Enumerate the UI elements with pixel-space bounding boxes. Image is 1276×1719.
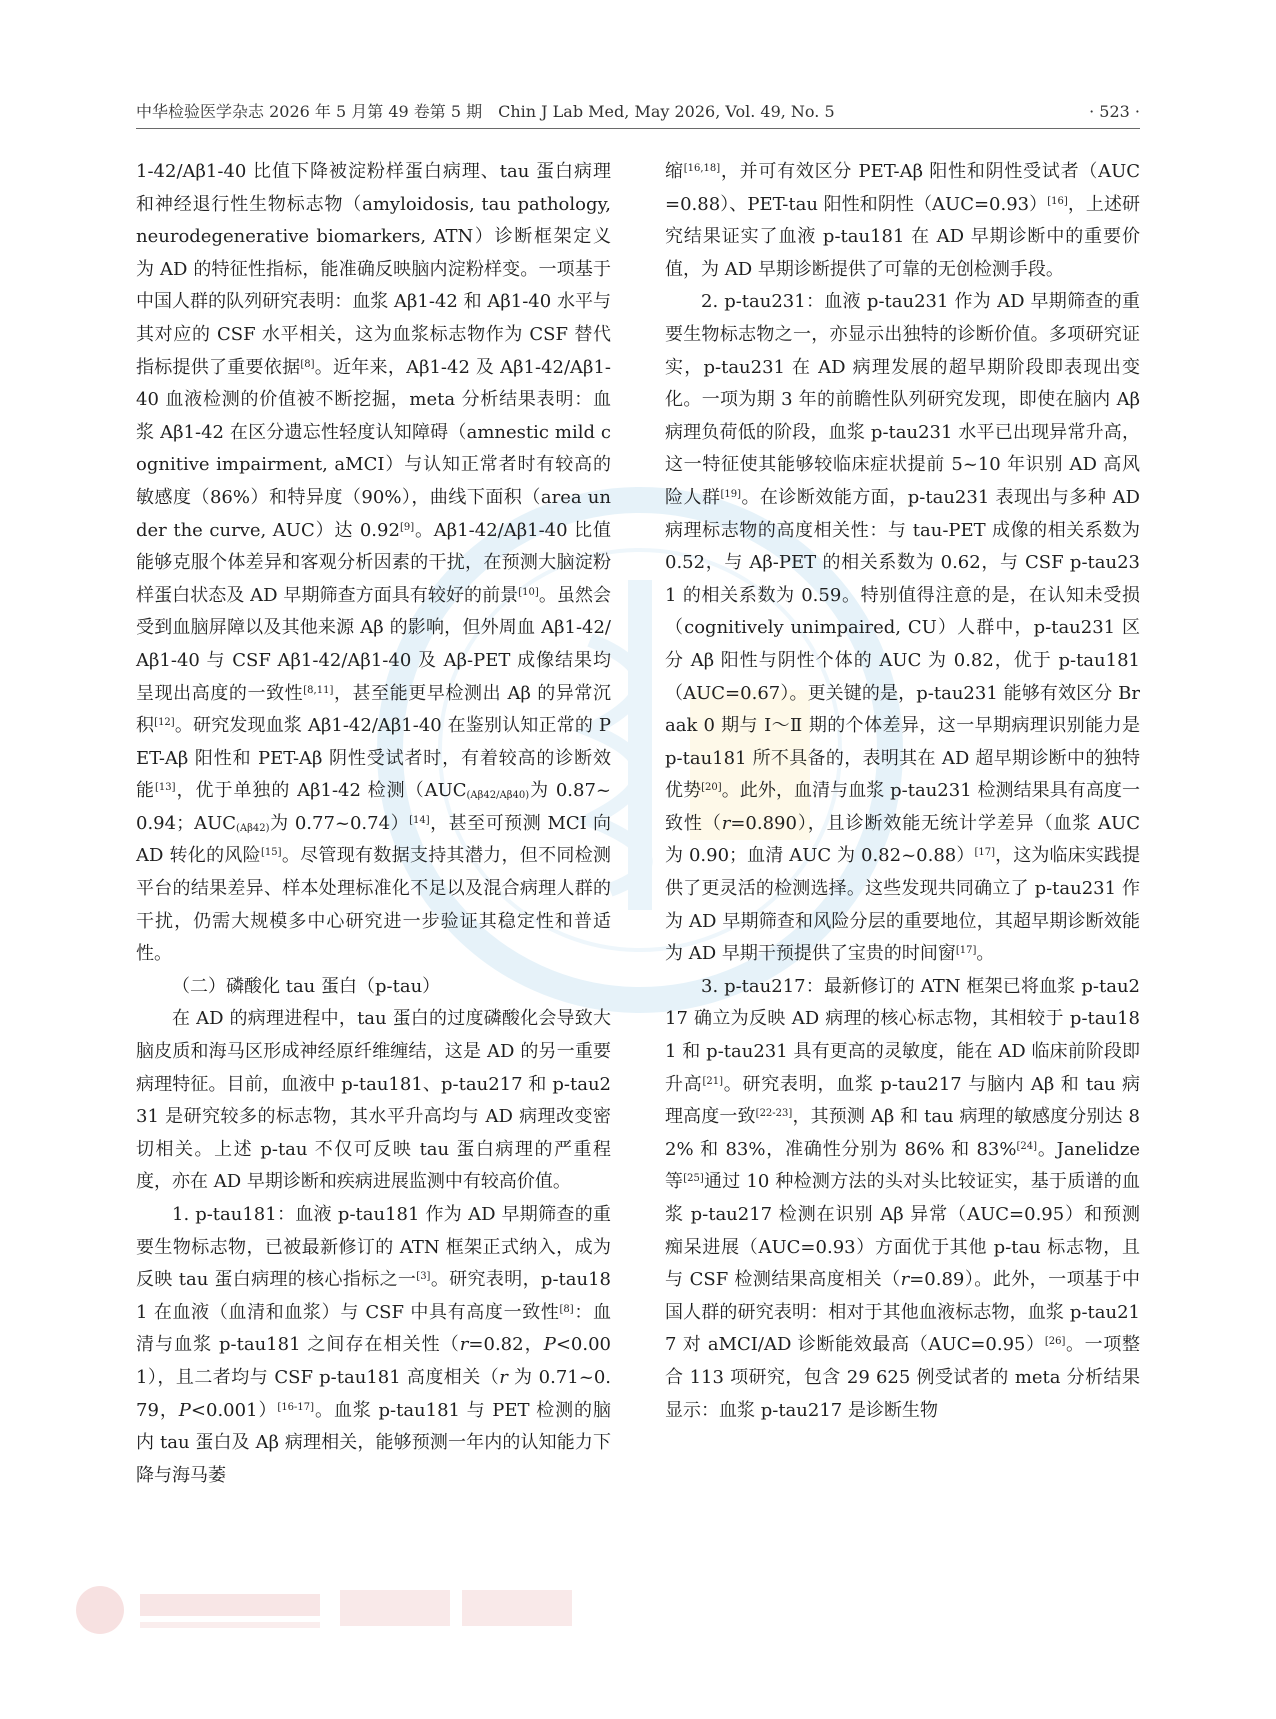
citation: [24] xyxy=(1016,1140,1037,1152)
citation: [22-23] xyxy=(755,1108,793,1120)
paragraph-ptau217: 3. p-tau217：最新修订的 ATN 框架已将血浆 p-tau217 确立为反映 AD 病理的核心标志物，其相较于 p-tau181 和 p-tau231 具有更高的灵敏度，能在 AD 临床前阶段即升高[21]。研究表明，血浆 p-tau217 与脑内 Aβ 和 tau 病理高度一致[22-23]，其预测 Aβ 和 tau 病理的敏感度分别达 82% 和 83%，准确性分别为 86% 和 83%[24]。Janelidze 等[25]通过 10 种检测方法的头对头比较证实，基于质谱的血浆 p-tau217 检测在识别 Aβ 异常（AUC=0.95）和预测痴呆进展（AUC=0.93）方面优于其他 p-tau 标志物，且与 CSF 检测结果高度相关（r=0.89）。此外，一项基于中国人群的研究表明：相对于其他血液标志物，血浆 p-tau217 对 aMCI/AD 诊断能效最高（AUC=0.95）[26]。一项整合 113 项研究，包含 29 625 例受试者的 meta 分析结果显示：血浆 p-tau217 是诊断生物 xyxy=(665,975,1141,1421)
paragraph-ptau231: 2. p-tau231：血液 p-tau231 作为 AD 早期筛查的重要生物标志物之一，亦显示出独特的诊断价值。多项研究证实，p-tau231 在 AD 病理发展的超早期阶段即表现出变化。一项为期 3 年的前瞻性队列研究发现，即使在脑内 Aβ 病理负荷低的阶段，血浆 p-tau231 水平已出现异常升高，这一特征使其能够较临床症状提前 5~10 年识别 AD 高风险人群[19]。在诊断效能方面，p-tau231 表现出与多种 AD 病理标志物的高度相关性：与 tau-PET 成像的相关系数为 0.52，与 Aβ-PET 的相关系数为 0.62，与 CSF p-tau231 的相关系数为 0.59。特别值得注意的是，在认知未受损（cognitively unimpaired, CU）人群中，p-tau231 区分 Aβ 阳性与阴性个体的 AUC 为 0.82，优于 p-tau181（AUC=0.67）。更关键的是，p-tau231 能够有效区分 Braak 0 期与 Ⅰ～Ⅱ 期的个体差异，这一早期病理识别能力是 p-tau181 所不具备的，表明其在 AD 超早期诊断中的独特优势[20]。此外，血清与血浆 p-tau231 检测结果具有高度一致性（r=0.890），且诊断效能无统计学差异（血浆 AUC 为 0.90；血清 AUC 为 0.82~0.88）[17]，这为临床实践提供了更灵活的检测选择。这些发现共同确立了 p-tau231 作为 AD 早期筛查和风险分层的重要地位，其超早期诊断效能为 AD 早期干预提供了宝贵的时间窗[17]。 xyxy=(665,291,1140,965)
journal-citation: 中华检验医学杂志 2026 年 5 月第 49 卷第 5 期 Chin J Lab Med, May 2026, Vol. 49, No. 5 xyxy=(136,102,835,121)
citation: [26] xyxy=(1044,1336,1066,1348)
citation: [16] xyxy=(1047,195,1068,207)
citation: [12] xyxy=(154,717,175,729)
citation: [21] xyxy=(702,1075,724,1087)
left-column xyxy=(136,156,611,1492)
citation: [17] xyxy=(974,847,996,859)
citation: [9] xyxy=(399,521,415,533)
subscript: (Aβ42/Aβ40) xyxy=(466,790,530,802)
running-header xyxy=(136,100,1140,129)
paragraph-abeta-ratio: 1-42/Aβ1-40 比值下降被淀粉样蛋白病理、tau 蛋白病理和神经退行性生物标志物（amyloidosis, tau pathology, neurodegenerative biomarkers, ATN）诊断框架定义为 AD 的特征性指标，能准确反映脑内淀粉样变。一项基于中国人群的队列研究表明：血浆 Aβ1-42 和 Aβ1-40 水平与其对应的 CSF 水平相关，这为血浆标志物作为 CSF 替代指标提供了重要依据[8]。近年来，Aβ1-42 及 Aβ1-42/Aβ1-40 血液检测的价值被不断挖掘，meta 分析结果表明：血浆 Aβ1-42 在区分遗忘性轻度认知障碍（amnestic mild cognitive impairment, aMCI）与认知正常者时有较高的敏感度（86%）和特异度（90%），曲线下面积（area under the curve, AUC）达 0.92[9]。Aβ1-42/Aβ1-40 比值能够克服个体差异和客观分析因素的干扰，在预测大脑淀粉样蛋白状态及 AD 早期筛查方面具有较好的前景[10]。虽然会受到血脑屏障以及其他来源 Aβ 的影响，但外周血 Aβ1-42/Aβ1-40 与 CSF Aβ1-42/Aβ1-40 及 Aβ-PET 成像结果均呈现出高度的一致性[8,11]，甚至能更早检测出 Aβ 的异常沉积[12]。研究发现血浆 Aβ1-42/Aβ1-40 在鉴别认知正常的 PET-Aβ 阳性和 PET-Aβ 阴性受试者时，有着较高的诊断效能[13]，优于单独的 Aβ1-42 检测（$AUC_{(A\beta 42/A\beta 40)}$为 0.87~0.94；$AUC_{(A\beta 42)}$为 0.77~0.74）[14]，甚至可预测 MCI 向 AD 转化的风险[15]。尽管现有数据支持其潜力，但不同检测平台的结果差异、样本处理标准化不足以及混合病理人群的干扰，仍需大规模多中心研究进一步验证其稳定性和普适性。 xyxy=(136,161,612,965)
citation: [8,11] xyxy=(303,684,334,696)
citation: [13] xyxy=(154,782,176,794)
citation: [15] xyxy=(260,847,282,859)
citation: [3] xyxy=(416,1271,431,1283)
citation: [20] xyxy=(701,782,722,794)
subscript: (Aβ42) xyxy=(236,822,270,834)
citation: [8] xyxy=(300,358,315,370)
paragraph-ptau181-cont: 缩[16,18]，并可有效区分 PET-Aβ 阳性和阴性受试者（AUC=0.88）、PET-tau 阳性和阴性（AUC=0.93）[16]，上述研究结果证实了血液 p-tau181 在 AD 早期诊断中的重要价值，为 AD 早期诊断提供了可靠的无创检测手段。 xyxy=(665,161,1141,280)
citation: [16-17] xyxy=(277,1401,315,1413)
citation: [14] xyxy=(409,814,430,826)
citation: [10] xyxy=(518,586,539,598)
citation: [25] xyxy=(683,1173,704,1185)
right-column xyxy=(665,156,1140,1427)
section-heading: （二）磷酸化 tau 蛋白（p-tau） xyxy=(172,975,441,997)
citation: [19] xyxy=(720,488,741,500)
citation: [17] xyxy=(955,945,977,957)
page-number: · 523 · xyxy=(1089,102,1140,121)
publisher-logo-watermark xyxy=(70,1580,590,1640)
paragraph-ptau-intro: 在 AD 的病理进程中，tau 蛋白的过度磷酸化会导致大脑皮质和海马区形成神经原纤维缠结，这是 AD 的另一重要病理特征。目前，血液中 p-tau181、p-tau217 和 p-tau231 是研究较多的标志物，其水平升高均与 AD 病理改变密切相关。上述 p-tau 不仅可反映 tau 蛋白病理的严重程度，亦在 AD 早期诊断和疾病进展监测中有较高价值。 xyxy=(136,1008,611,1193)
citation: [16,18] xyxy=(683,163,721,174)
citation: [8] xyxy=(559,1303,574,1315)
paragraph-ptau181: 1. p-tau181：血液 p-tau181 作为 AD 早期筛查的重要生物标志物，已被最新修订的 ATN 框架正式纳入，成为反映 tau 蛋白病理的核心指标之一[3]。研究表明，p-tau181 在血液（血清和血浆）与 CSF 中具有高度一致性[8]：血清与血浆 p-tau181 之间存在相关性（r=0.82，P<0.001），且二者均与 CSF p-tau181 高度相关（r 为 0.71~0.79，P<0.001）[16-17]。血浆 p-tau181 与 PET 检测的脑内 tau 蛋白及 Aβ 病理相关，能够预测一年内的认知能力下降与海马萎 xyxy=(136,1204,612,1486)
